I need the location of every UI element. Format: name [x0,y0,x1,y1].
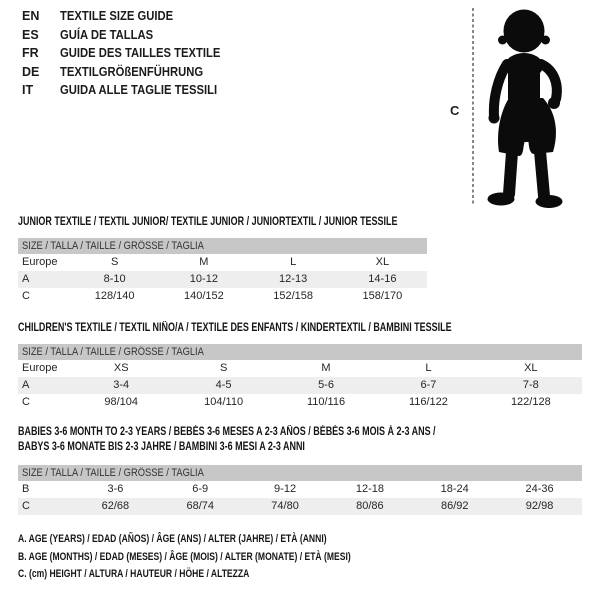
table-title-line [18,440,582,455]
table-cell: 128/140 [94,290,135,302]
table-row [18,254,427,271]
table-row [18,498,582,515]
language-code: IT [22,83,34,98]
table-cell: 10-12 [189,273,218,285]
table-cell: S [110,256,119,268]
table-cell: L [290,256,297,268]
table-cell: 80/86 [356,500,384,512]
row-label: C [22,396,30,408]
table-title-text: BABIES 3-6 MONTH TO 2-3 YEARS / BEBÉS 3-6 MESES A 2-3 AÑOS / BÉBÉS 3-6 MOIS À 2-3 ANS / [18,426,436,438]
table-cell: L [425,362,432,374]
language-code: EN [22,9,40,23]
table-title-line [18,425,582,440]
language-label: TEXTILE SIZE GUIDE [60,9,174,23]
language-code: DE [22,64,40,79]
table-rows [18,481,582,515]
language-label: TEXTILGRÖßENFÜHRUNG [60,64,204,79]
table-row [18,271,427,288]
table-row [18,481,582,498]
table-cell: 12-18 [355,483,384,495]
footnote-text: C. (cm) HEIGHT / ALTURA / HAUTEUR / HÖHE / ALTEZZA [18,568,250,580]
table-cell: 3-6 [107,483,124,495]
table-cell: 8-10 [103,273,126,285]
table-cell: 12-13 [279,273,308,285]
size-header-label: SIZE / TALLA / TAILLE / GRÖSSE / TAGLIA [22,346,204,358]
table-cell: 116/122 [408,396,448,408]
table-cell: 104/110 [204,396,244,408]
footnote-line [18,549,445,567]
table-cell: 122/128 [510,396,551,408]
table-title-text: CHILDREN'S TEXTILE / TEXTIL NIÑO/A / TEXTILE DES ENFANTS / KINDERTEXTIL / BAMBINI TESSILE [18,322,452,334]
table-title-line [18,321,582,335]
footnote-line [18,566,445,584]
table-row [18,288,427,305]
language-code: ES [22,27,39,42]
size-header-label: SIZE / TALLA / TAILLE / GRÖSSE / TAGLIA [22,240,204,252]
table-title-text: JUNIOR TEXTILE / TEXTIL JUNIOR/ TEXTILE JUNIOR / JUNIORTEXTIL / JUNIOR TESSILE [18,216,398,228]
table-cell: 7-8 [522,379,539,391]
table-rows [18,360,582,411]
table-cell: 152/158 [273,290,313,302]
table-cell: 62/68 [101,500,130,512]
table-row [18,360,582,377]
language-label: GUIDE DES TAILLES TEXTILE [60,46,221,61]
language-code: FR [22,46,39,61]
childrens-textile-table [18,321,582,411]
table-cell: 18-24 [440,483,469,495]
table-cell: 140/152 [183,290,224,302]
table-row [18,394,582,411]
language-list [22,7,238,100]
language-row [22,81,238,100]
language-row [22,44,238,63]
footnote-line [18,531,445,549]
table-cell: M [199,256,209,268]
baby-silhouette-icon [478,6,573,208]
table-cell: XS [113,362,129,374]
size-header-bar [18,238,427,254]
measure-c-label: C [450,103,460,118]
table-cell: 6-7 [420,379,437,391]
table-cell: 92/98 [525,500,554,512]
table-cell: 74/80 [271,500,299,512]
footnotes [18,531,445,584]
row-label: B [22,483,30,495]
table-title [18,321,582,335]
language-label: GUÍA DE TALLAS [60,27,154,42]
size-header-bar [18,465,582,481]
table-cell: 24-36 [525,483,554,495]
language-row [22,7,238,26]
row-label: C [22,500,30,512]
table-title [18,215,427,229]
junior-textile-table [18,215,427,305]
table-title-text: BABYS 3-6 MONATE BIS 2-3 JAHRE / BAMBINI 3-6 MESI A 2-3 ANNI [18,441,305,453]
table-cell: 68/74 [186,500,214,512]
size-header-bar [18,344,582,360]
row-label: Europe [22,362,58,374]
row-label: C [22,290,30,302]
table-cell: 14-16 [368,273,397,285]
row-label: A [22,379,30,391]
footnote-text: B. AGE (MONTHS) / EDAD (MESES) / ÂGE (MOIS) / ALTER (MONATE) / ETÀ (MESI) [18,550,351,563]
table-cell: 98/104 [104,396,139,408]
table-cell: 86/92 [440,500,469,512]
table-cell: 9-12 [274,483,297,495]
table-row [18,377,582,394]
row-label: A [22,273,30,285]
table-cell: XL [524,362,538,374]
size-header-label: SIZE / TALLA / TAILLE / GRÖSSE / TAGLIA [22,467,204,479]
table-cell: 158/170 [362,290,403,302]
language-row [22,26,238,45]
table-title [18,425,582,455]
table-title-line [18,215,427,229]
babies-textile-table [18,425,582,515]
table-cell: 5-6 [318,379,334,391]
table-rows [18,254,427,305]
table-cell: 110/116 [306,396,346,408]
table-cell: 3-4 [113,379,130,391]
table-cell: M [321,362,331,374]
footnote-text: A. AGE (YEARS) / EDAD (AÑOS) / ÂGE (ANS) / ALTER (JAHRE) / ETÀ (ANNI) [18,533,327,545]
language-label: GUIDA ALLE TAGLIE TESSILI [60,83,218,98]
table-cell: 4-5 [215,379,232,391]
table-cell: XL [375,256,390,268]
height-measure-dotted-line [472,8,474,205]
table-cell: 6-9 [192,483,209,495]
language-row [22,63,238,82]
table-cell: S [219,362,228,374]
row-label: Europe [22,256,58,268]
